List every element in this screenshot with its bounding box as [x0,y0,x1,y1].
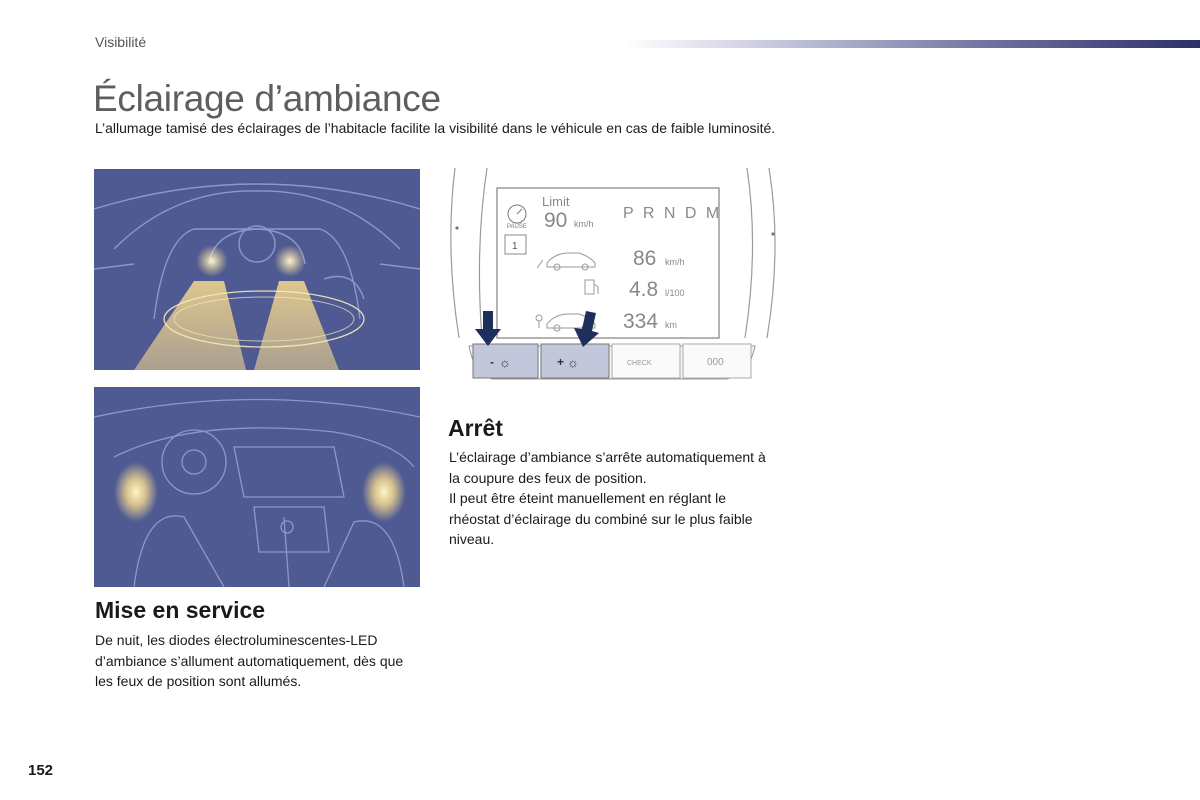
cabin-light-illustration [94,387,420,587]
check-label: CHECK [627,360,652,367]
gear-box-number: 1 [512,241,518,252]
header-gradient-bar [625,40,1200,48]
page-title: Éclairage d’ambiance [93,78,441,119]
arret-text-1: L’éclairage d’ambiance s’arrête automatiquement à la coupure des feux de position. [449,449,766,486]
lighting-icon-minus: ☼ [499,355,511,370]
speed-value: 86 [633,247,657,270]
mise-en-service-heading: Mise en service [95,597,266,623]
consumption-value: 4.8 [629,278,659,301]
arret-heading: Arrêt [448,415,503,441]
odometer-label: 000 [707,357,724,368]
gear-selector: P R N D M [623,205,722,222]
instrument-cluster [447,168,777,400]
consumption-unit: l/100 [665,288,685,298]
ceiling-light-illustration [94,169,420,370]
pause-label: PAUSE [507,224,527,230]
minus-label: - [490,355,494,369]
range-value: 334 [623,310,659,333]
limit-label: Limit [542,194,570,209]
section-label: Visibilité [95,34,147,50]
speed-unit: km/h [665,257,685,267]
plus-label: + [557,355,565,369]
lighting-icon-plus: ☼ [567,355,579,370]
limit-value: 90 [544,209,568,232]
arret-text-2: Il peut être éteint manuellement en réglant le rhéostat d’éclairage du combiné sur le plus faible niveau. [449,490,753,547]
limit-unit: km/h [574,219,594,229]
mise-en-service-text: De nuit, les diodes électroluminescentes-LED d’ambiance s’allument automatiquement, dès que les feux de position sont allumés. [95,632,404,689]
page-number: 152 [28,762,54,779]
intro-paragraph: L’allumage tamisé des éclairages de l’habitacle facilite la visibilité dans le véhicule en cas de faible luminosité. [95,120,776,136]
range-unit: km [665,320,677,330]
arret-text [449,447,769,550]
